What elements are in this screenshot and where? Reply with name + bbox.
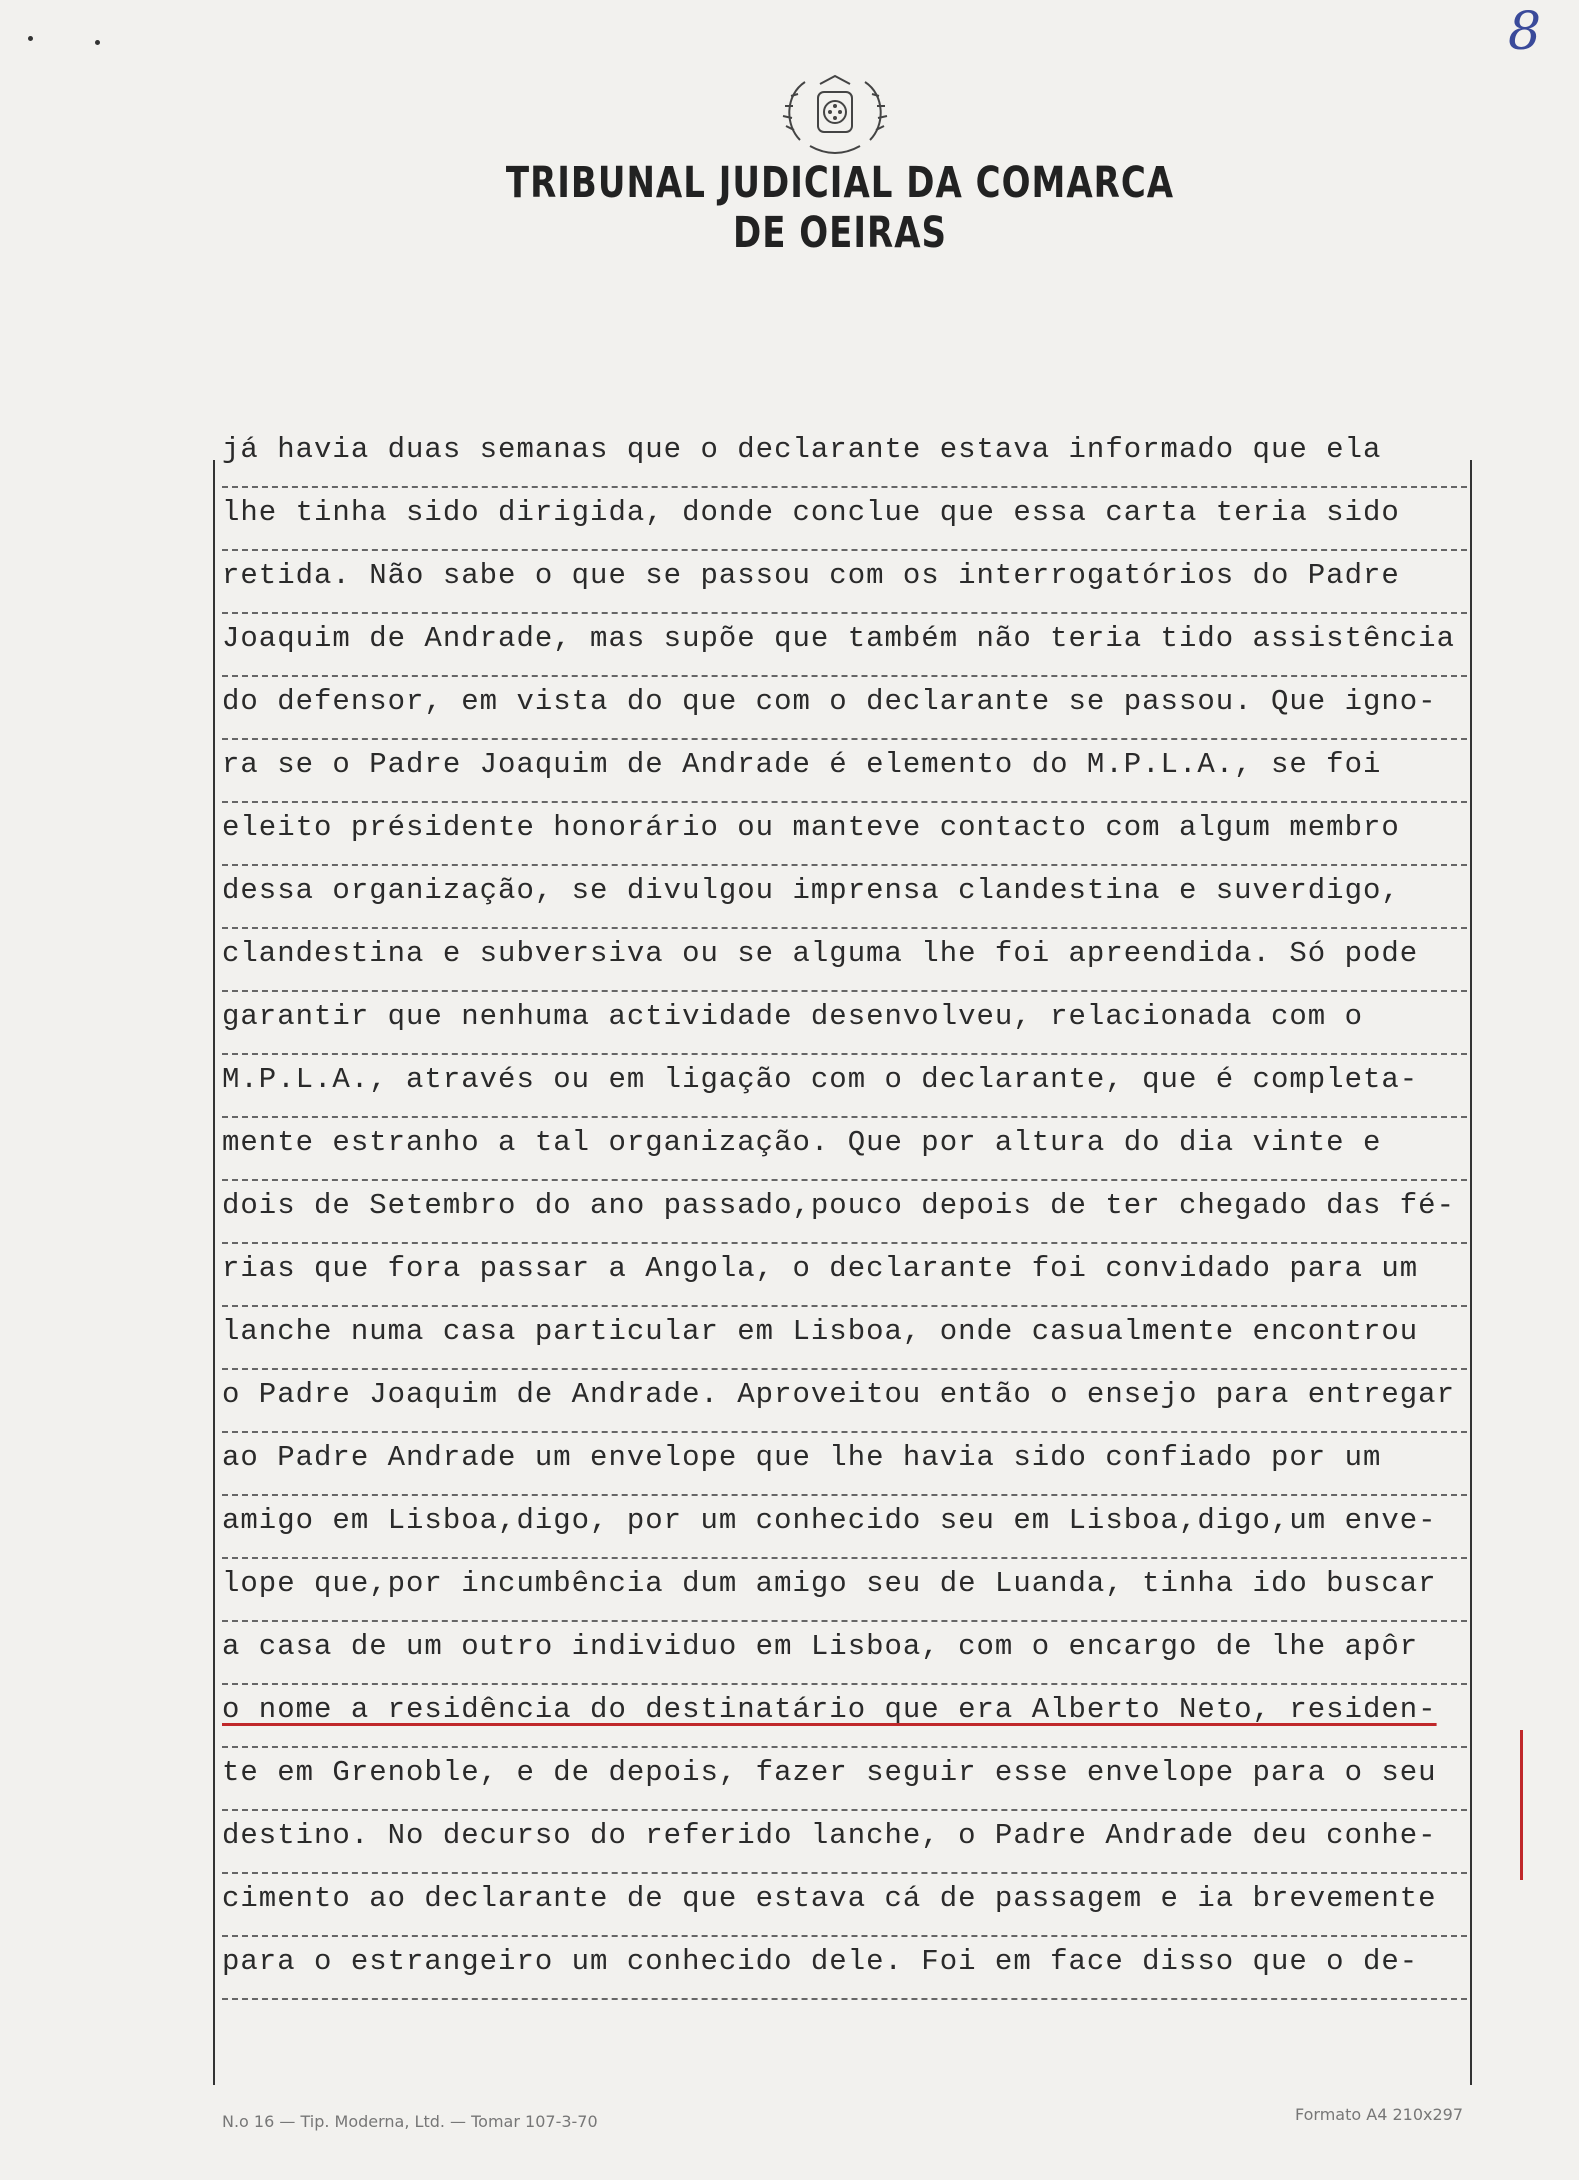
text-line: lope que,por incumbência dum amigo seu de Luanda, tinha ido buscar [222, 1559, 1467, 1622]
text-line: para o estrangeiro um conhecido dele. Foi em face disso que o de- [222, 1937, 1467, 2000]
text-line: M.P.L.A., através ou em ligação com o declarante, que é completa- [222, 1055, 1467, 1118]
text-line: lanche numa casa particular em Lisboa, onde casualmente encontrou [222, 1307, 1467, 1370]
text-line: amigo em Lisboa,digo, por um conhecido seu em Lisboa,digo,um enve- [222, 1496, 1467, 1559]
text-line: eleito présidente honorário ou manteve contacto com algum membro [222, 803, 1467, 866]
stray-mark [95, 40, 100, 45]
text-line: Joaquim de Andrade, mas supõe que também não teria tido assistência [222, 614, 1467, 677]
printer-imprint: N.o 16 — Tip. Moderna, Ltd. — Tomar 107-3-70 [222, 2112, 598, 2131]
text-line: do defensor, em vista do que com o declarante se passou. Que igno- [222, 677, 1467, 740]
text-line: cimento ao declarante de que estava cá de passagem e ia brevemente [222, 1874, 1467, 1937]
red-margin-mark [1520, 1730, 1523, 1880]
text-line: mente estranho a tal organização. Que por altura do dia vinte e [222, 1118, 1467, 1181]
coat-of-arms-emblem [780, 70, 890, 160]
page-number: 8 [1508, 2, 1542, 62]
text-line: ra se o Padre Joaquim de Andrade é elemento do M.P.L.A., se foi [222, 740, 1467, 803]
text-line: o Padre Joaquim de Andrade. Aproveitou então o ensejo para entregar [222, 1370, 1467, 1433]
text-line: clandestina e subversiva ou se alguma lhe foi apreendida. Só pode [222, 929, 1467, 992]
left-margin-rule [213, 460, 215, 2085]
text-line: garantir que nenhuma actividade desenvolveu, relacionada com o [222, 992, 1467, 1055]
text-line: te em Grenoble, e de depois, fazer seguir esse envelope para o seu [222, 1748, 1467, 1811]
text-line: dois de Setembro do ano passado,pouco depois de ter chegado das fé- [222, 1181, 1467, 1244]
text-line: retida. Não sabe o que se passou com os interrogatórios do Padre [222, 551, 1467, 614]
right-margin-rule [1470, 460, 1472, 2085]
text-line-name-underlined: o nome a residência do destinatário que era Alberto Neto, residen- [222, 1685, 1467, 1748]
text-line: a casa de um outro individuo em Lisboa, com o encargo de lhe apôr [222, 1622, 1467, 1685]
text-line: dessa organização, se divulgou imprensa clandestina e suverdigo, [222, 866, 1467, 929]
text-line: lhe tinha sido dirigida, donde conclue que essa carta teria sido [222, 488, 1467, 551]
paper-format-note: Formato A4 210x297 [1295, 2105, 1464, 2124]
text-line: rias que fora passar a Angola, o declarante foi convidado para um [222, 1244, 1467, 1307]
text-line: ao Padre Andrade um envelope que lhe havia sido confiado por um [222, 1433, 1467, 1496]
typed-declaration-text [222, 425, 1467, 2000]
stray-mark [28, 36, 33, 41]
court-title: TRIBUNAL JUDICIAL DA COMARCA DE OEIRAS [505, 158, 1175, 258]
text-line: destino. No decurso do referido lanche, o Padre Andrade deu conhe- [222, 1811, 1467, 1874]
text-line: já havia duas semanas que o declarante estava informado que ela [222, 425, 1467, 488]
